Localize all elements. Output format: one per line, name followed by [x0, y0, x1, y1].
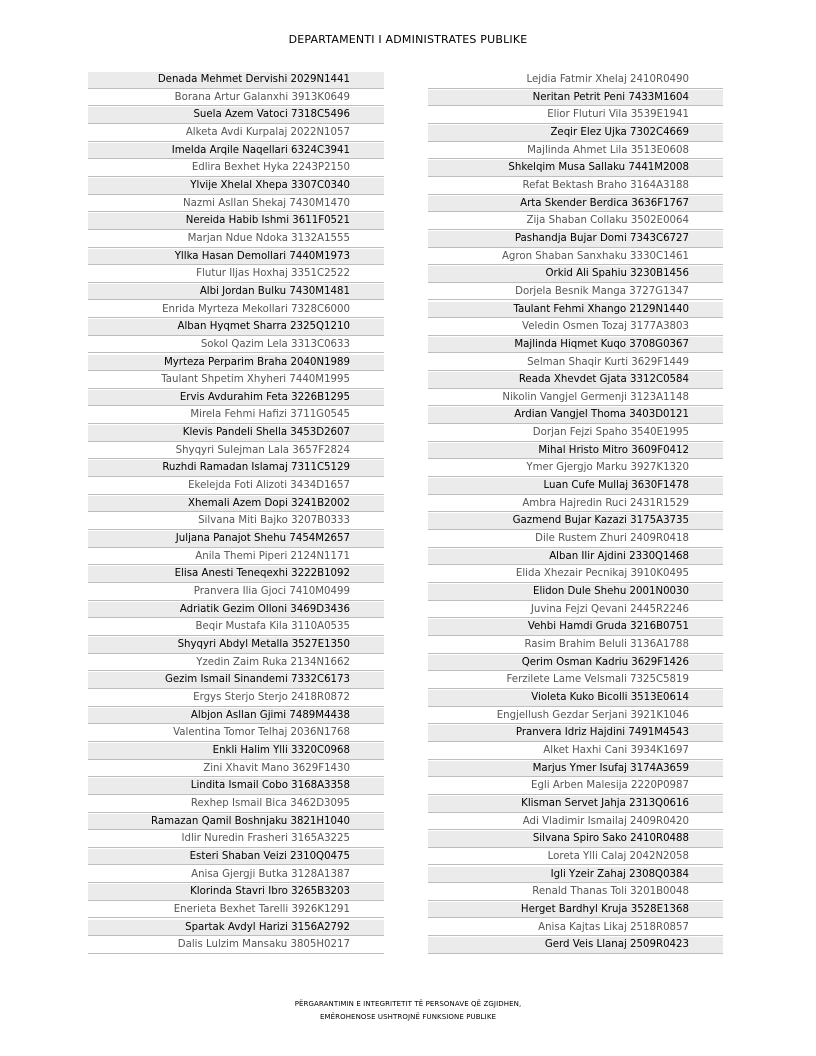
- list-item: Herget Bardhyl Kruja 3528E1368: [428, 902, 723, 919]
- list-item: Albi Jordan Bulku 7430M1481: [88, 284, 384, 301]
- list-item: Silvana Miti Bajko 3207B0333: [88, 513, 384, 530]
- footer-line-2: EMËROHENOSE USHTROJNË FUNKSIONE PUBLIKE: [319, 1013, 497, 1021]
- list-item: Klorinda Stavri Ibro 3265B3203: [88, 884, 384, 901]
- list-item: Refat Bektash Braho 3164A3188: [428, 178, 723, 195]
- list-item: Elidon Dule Shehu 2001N0030: [428, 584, 723, 601]
- list-item: Enrida Myrteza Mekollari 7328C6000: [88, 302, 384, 319]
- list-item: Flutur Iljas Hoxhaj 3351C2522: [88, 266, 384, 283]
- list-item: Esteri Shaban Veizi 2310Q0475: [88, 849, 384, 866]
- list-item: Xhemali Azem Dopi 3241B2002: [88, 496, 384, 513]
- list-item: Nereida Habib Ishmi 3611F0521: [88, 213, 384, 230]
- list-item: Gerd Veis Llanaj 2509R0423: [428, 937, 723, 954]
- list-item: Pranvera Idriz Hajdini 7491M4543: [428, 725, 723, 742]
- list-item: Taulant Fehmi Xhango 2129N1440: [428, 302, 723, 319]
- list-item: Klevis Pandeli Shella 3453D2607: [88, 425, 384, 442]
- list-item: Adi Vladimir Ismailaj 2409R0420: [428, 814, 723, 831]
- list-item: Ekelejda Foti Alizoti 3434D1657: [88, 478, 384, 495]
- list-item: Luan Cufe Mullaj 3630F1478: [428, 478, 723, 495]
- list-item: Klisman Servet Jahja 2313Q0616: [428, 796, 723, 813]
- list-item: Myrteza Perparim Braha 2040N1989: [88, 355, 384, 372]
- list-item: Elior Fluturi Vila 3539E1941: [428, 107, 723, 124]
- page-title: DEPARTAMENTI I ADMINISTRATES PUBLIKE: [288, 33, 528, 46]
- list-item: Ergys Sterjo Sterjo 2418R0872: [88, 690, 384, 707]
- list-item: Igli Yzeir Zahaj 2308Q0384: [428, 867, 723, 884]
- list-item: Reada Xhevdet Gjata 3312C0584: [428, 372, 723, 389]
- list-item: Lindita Ismail Cobo 3168A3358: [88, 778, 384, 795]
- list-item: Spartak Avdyl Harizi 3156A2792: [88, 920, 384, 937]
- list-item: Adriatik Gezim Olloni 3469D3436: [88, 602, 384, 619]
- list-item: Ervis Avdurahim Feta 3226B1295: [88, 390, 384, 407]
- list-item: Dile Rustem Zhuri 2409R0418: [428, 531, 723, 548]
- list-item: Enerieta Bexhet Tarelli 3926K1291: [88, 902, 384, 919]
- list-item: Ruzhdi Ramadan Islamaj 7311C5129: [88, 460, 384, 477]
- page-footer: [0, 998, 816, 1024]
- list-item: Denada Mehmet Dervishi 2029N1441: [88, 72, 384, 89]
- list-item: Mihal Hristo Mitro 3609F0412: [428, 443, 723, 460]
- list-item: Ymer Gjergjo Marku 3927K1320: [428, 460, 723, 477]
- list-item: Alket Haxhi Cani 3934K1697: [428, 743, 723, 760]
- list-item: Ylvije Xhelal Xhepa 3307C0340: [88, 178, 384, 195]
- list-item: Loreta Ylli Calaj 2042N2058: [428, 849, 723, 866]
- list-item: Anila Themi Piperi 2124N1171: [88, 549, 384, 566]
- list-item: Gezim Ismail Sinandemi 7332C6173: [88, 672, 384, 689]
- list-item: Rexhep Ismail Bica 3462D3095: [88, 796, 384, 813]
- list-item: Renald Thanas Toli 3201B0048: [428, 884, 723, 901]
- list-item: Juvina Fejzi Qevani 2445R2246: [428, 602, 723, 619]
- left-name-column: [88, 72, 384, 955]
- list-item: Juljana Panajot Shehu 7454M2657: [88, 531, 384, 548]
- list-item: Sokol Qazim Lela 3313C0633: [88, 337, 384, 354]
- list-item: Enkli Halim Ylli 3320C0968: [88, 743, 384, 760]
- list-item: Suela Azem Vatoci 7318C5496: [88, 107, 384, 124]
- list-item: Agron Shaban Sanxhaku 3330C1461: [428, 249, 723, 266]
- list-item: Dalis Lulzim Mansaku 3805H0217: [88, 937, 384, 954]
- list-item: Zeqir Elez Ujka 7302C4669: [428, 125, 723, 142]
- right-name-column: [428, 72, 723, 955]
- list-item: Arta Skender Berdica 3636F1767: [428, 196, 723, 213]
- list-item: Majlinda Hiqmet Kuqo 3708G0367: [428, 337, 723, 354]
- list-item: Neritan Petrit Peni 7433M1604: [428, 90, 723, 107]
- list-item: Edlira Bexhet Hyka 2243P2150: [88, 160, 384, 177]
- list-item: Borana Artur Galanxhi 3913K0649: [88, 90, 384, 107]
- list-item: Orkid Ali Spahiu 3230B1456: [428, 266, 723, 283]
- list-item: Nikolin Vangjel Germenji 3123A1148: [428, 390, 723, 407]
- list-item: Taulant Shpetim Xhyheri 7440M1995: [88, 372, 384, 389]
- list-item: Veledin Osmen Tozaj 3177A3803: [428, 319, 723, 336]
- list-item: Rasim Brahim Beluli 3136A1788: [428, 637, 723, 654]
- list-item: Ambra Hajredin Ruci 2431R1529: [428, 496, 723, 513]
- list-item: Ramazan Qamil Boshnjaku 3821H1040: [88, 814, 384, 831]
- list-item: Anisa Kajtas Likaj 2518R0857: [428, 920, 723, 937]
- list-item: Valentina Tomor Telhaj 2036N1768: [88, 725, 384, 742]
- list-item: Alban Ilir Ajdini 2330Q1468: [428, 549, 723, 566]
- list-item: Zini Xhavit Mano 3629F1430: [88, 761, 384, 778]
- list-item: Alketa Avdi Kurpalaj 2022N1057: [88, 125, 384, 142]
- list-item: Albjon Asllan Gjimi 7489M4438: [88, 708, 384, 725]
- list-item: Pashandja Bujar Domi 7343C6727: [428, 231, 723, 248]
- list-item: Engjellush Gezdar Serjani 3921K1046: [428, 708, 723, 725]
- list-item: Marjan Ndue Ndoka 3132A1555: [88, 231, 384, 248]
- list-item: Yzedin Zaim Ruka 2134N1662: [88, 655, 384, 672]
- list-item: Lejdia Fatmir Xhelaj 2410R0490: [428, 72, 723, 89]
- list-item: Beqir Mustafa Kila 3110A0535: [88, 619, 384, 636]
- list-item: Pranvera Ilia Gjoci 7410M0499: [88, 584, 384, 601]
- list-item: Shkelqim Musa Sallaku 7441M2008: [428, 160, 723, 177]
- list-item: Selman Shaqir Kurti 3629F1449: [428, 355, 723, 372]
- list-item: Shyqyri Abdyl Metalla 3527E1350: [88, 637, 384, 654]
- list-item: Mirela Fehmi Hafizi 3711G0545: [88, 407, 384, 424]
- list-item: Idlir Nuredin Frasheri 3165A3225: [88, 831, 384, 848]
- list-item: Violeta Kuko Bicolli 3513E0614: [428, 690, 723, 707]
- list-item: Alban Hyqmet Sharra 2325Q1210: [88, 319, 384, 336]
- list-item: Qerim Osman Kadriu 3629F1426: [428, 655, 723, 672]
- footer-line-1: PËRGARANTIMIN E INTEGRITETIT TË PERSONAVE QË ZGJIDHEN,: [294, 1000, 522, 1008]
- list-item: Elisa Anesti Teneqexhi 3222B1092: [88, 566, 384, 583]
- list-item: Vehbi Hamdi Gruda 3216B0751: [428, 619, 723, 636]
- list-item: Majlinda Ahmet Lila 3513E0608: [428, 143, 723, 160]
- list-item: Imelda Arqile Naqellari 6324C3941: [88, 143, 384, 160]
- list-item: Dorjan Fejzi Spaho 3540E1995: [428, 425, 723, 442]
- list-item: Zija Shaban Collaku 3502E0064: [428, 213, 723, 230]
- list-item: Marjus Ymer Isufaj 3174A3659: [428, 761, 723, 778]
- list-item: Egli Arben Malesija 2220P0987: [428, 778, 723, 795]
- list-item: Shyqyri Sulejman Lala 3657F2824: [88, 443, 384, 460]
- list-item: Yllka Hasan Demollari 7440M1973: [88, 249, 384, 266]
- list-item: Anisa Gjergji Butka 3128A1387: [88, 867, 384, 884]
- list-item: Ferzilete Lame Velsmali 7325C5819: [428, 672, 723, 689]
- list-item: Silvana Spiro Sako 2410R0488: [428, 831, 723, 848]
- list-item: Dorjela Besnik Manga 3727G1347: [428, 284, 723, 301]
- list-item: Gazmend Bujar Kazazi 3175A3735: [428, 513, 723, 530]
- list-item: Nazmi Asllan Shekaj 7430M1470: [88, 196, 384, 213]
- list-item: Elida Xhezair Pecnikaj 3910K0495: [428, 566, 723, 583]
- list-item: Ardian Vangjel Thoma 3403D0121: [428, 407, 723, 424]
